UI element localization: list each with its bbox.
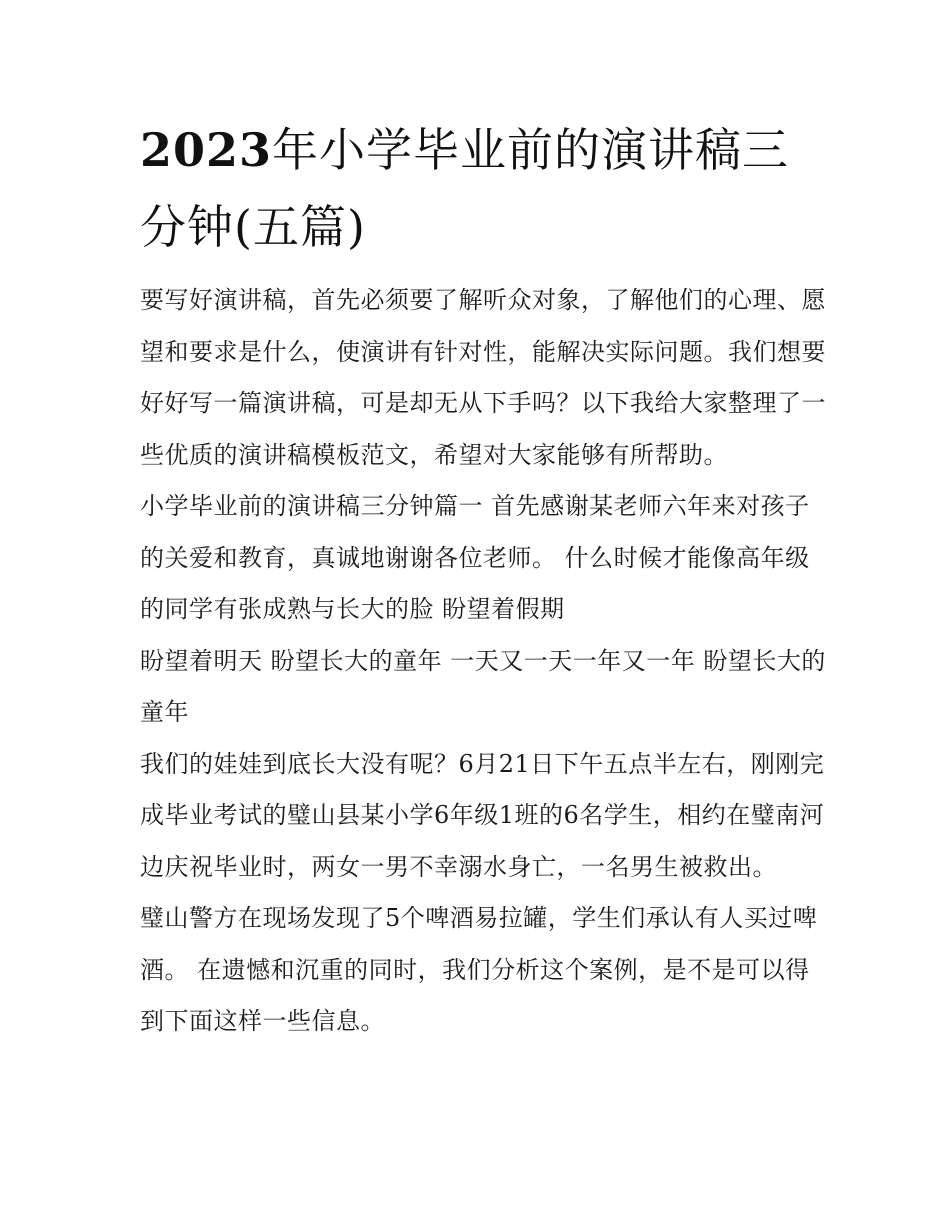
document-body [140,275,830,1048]
title-line1-text: 年小学毕业前的演讲稿三 [272,123,790,177]
title-year: 2023 [140,123,273,177]
paragraph-incident: 我们的娃娃到底长大没有呢？6月21日下午五点半左右，刚刚完成毕业考试的璧山县某小学6年级1班的6名学生，相约在璧南河边庆祝毕业时，两女一男不幸溺水身亡，一名男生被救出。 [140,749,825,881]
paragraph-police-finding: 璧山警方在现场发现了5个啤酒易拉罐，学生们承认有人买过啤酒。 在遗憾和沉重的同时，我们分析这个案例，是不是可以得到下面这样一些信息。 [140,904,818,1035]
paragraph-intro: 要写好演讲稿，首先必须要了解听众对象，了解他们的心理、愿望和要求是什么，使演讲有针对性，能解决实际问题。我们想要好好写一篇演讲稿，可是却无从下手吗？以下我给大家整理了一些优质的演讲稿模板范文，希望对大家能够有所帮助。 [140,286,826,469]
paragraph-looking-forward: 盼望着明天 盼望长大的童年 一天又一天一年又一年 盼望长大的童年 [140,646,826,726]
document-title [140,112,830,266]
title-line2-text: 分钟(五篇) [140,200,366,254]
paragraph-speech-one: 小学毕业前的演讲稿三分钟篇一 首先感谢某老师六年来对孩子的关爱和教育，真诚地谢谢各位老师。 什么时候才能像高年级的同学有张成熟与长大的脸 盼望着假期 [140,492,810,623]
